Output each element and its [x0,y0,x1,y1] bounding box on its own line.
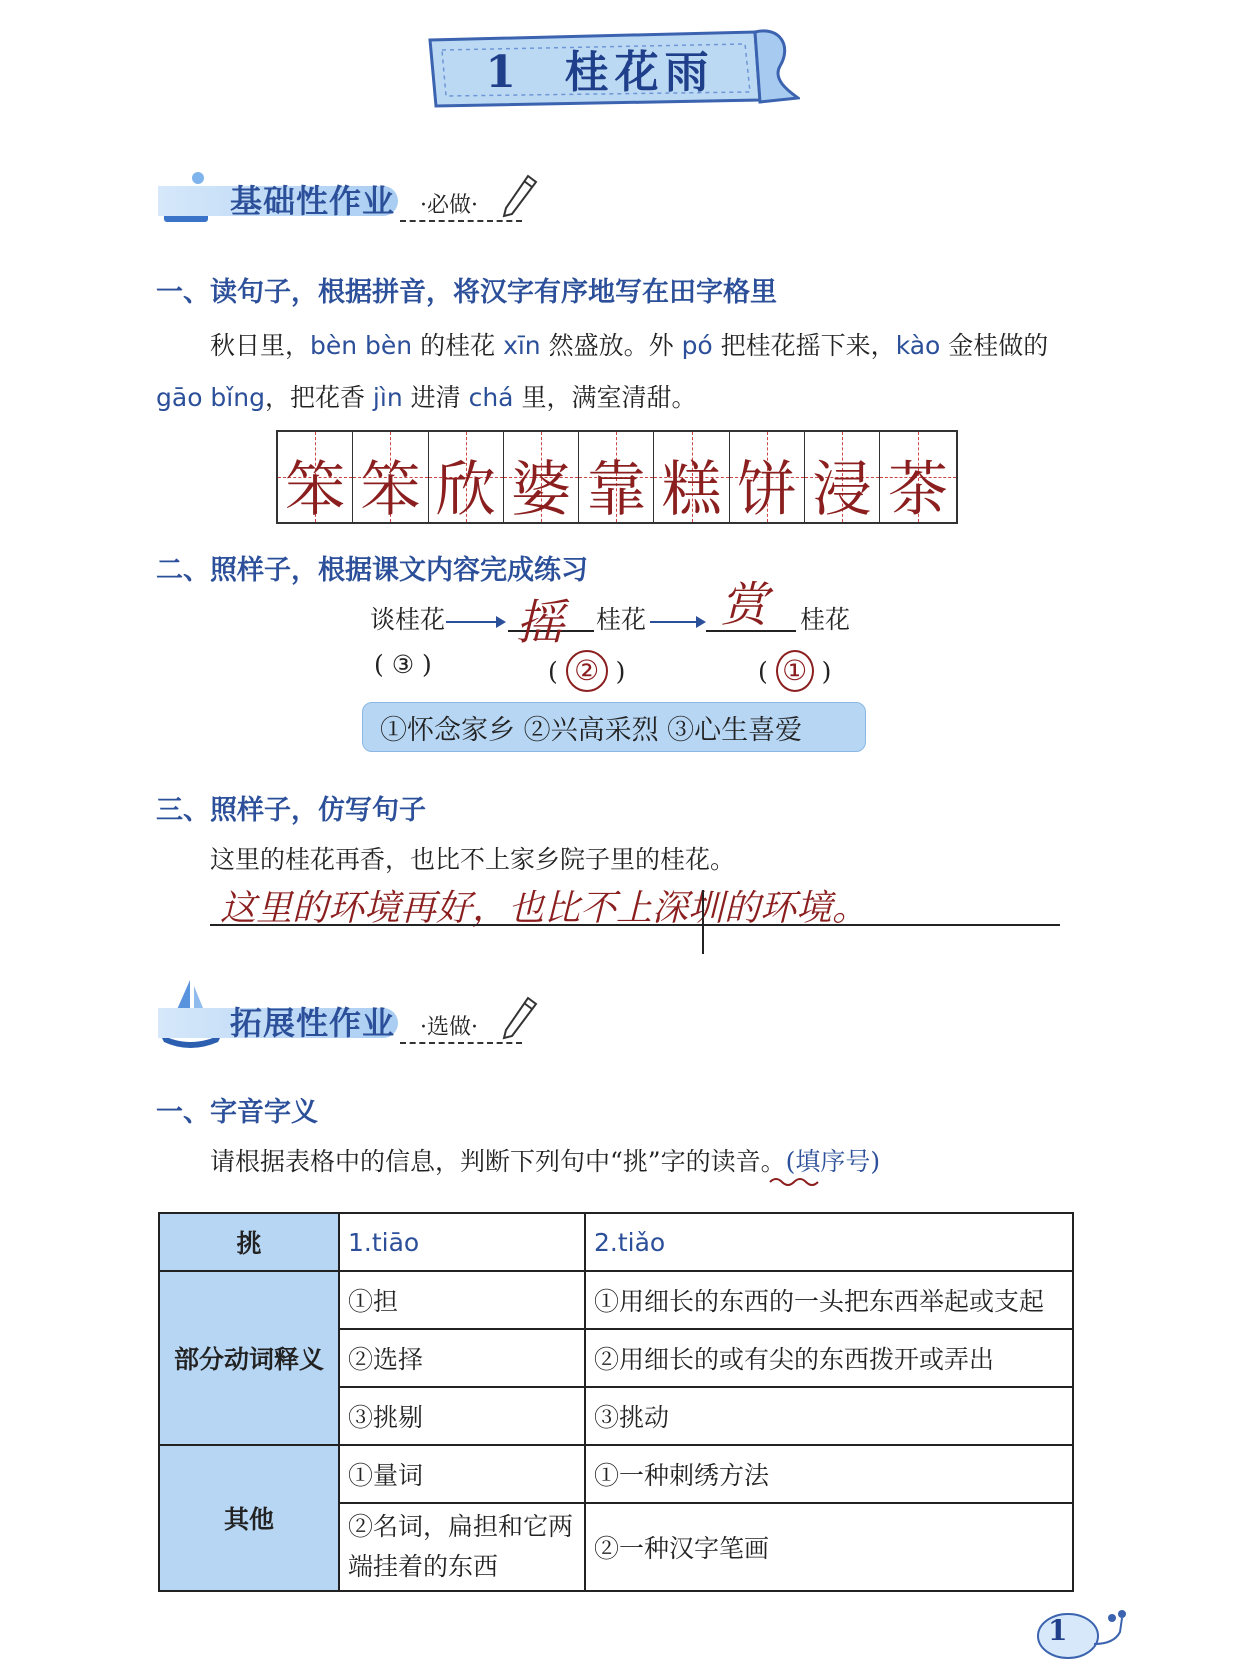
table-cell: ②名词，扁担和它两端挂着的东西 [339,1503,585,1591]
grid-cell[interactable]: 饼 [730,432,805,522]
page-title [420,36,780,100]
grid-cell[interactable]: 婆 [504,432,579,522]
q1-title: 一、读句子，根据拼音，将汉字有序地写在田字格里 [156,277,777,308]
tiao-meaning-table [158,1212,1074,1592]
table-header-tiao2: 2.tiǎo [585,1213,1073,1271]
grid-cell[interactable]: 浸 [805,432,880,522]
q2-answer1[interactable]: 摇 [516,595,565,651]
table-cell: ①量词 [339,1445,585,1503]
q2-mark2: ( ② ) [548,650,625,692]
table-cell: ①担 [339,1271,585,1329]
table-cell: ①一种刺绣方法 [585,1445,1073,1503]
grid-cell[interactable]: 糕 [654,432,729,522]
table-cell: ②用细长的或有尖的东西拨开或弄出 [585,1329,1073,1387]
table-cell: ③挑剔 [339,1387,585,1445]
grid-cell[interactable]: 笨 [353,432,428,522]
table-cell: ②一种汉字笔画 [585,1503,1073,1591]
q2-mark1: ( ③ ) [374,650,432,679]
q2-word2: 桂花 [596,605,647,634]
ext-q1-prompt: 请根据表格中的信息，判断下列句中“挑”字的读音。(填序号) [210,1147,881,1176]
extended-section-header [120,990,540,1050]
arrow-right-icon [446,612,506,632]
lesson-title: 桂花雨 [564,47,715,98]
table-cell: ②选择 [339,1329,585,1387]
table-header-char: 挑 [159,1213,339,1271]
q2-title: 二、照样子，根据课文内容完成练习 [156,555,588,586]
snail-icon [1030,1604,1130,1660]
table-cell: ③挑动 [585,1387,1073,1445]
grid-cell[interactable]: 欣 [429,432,504,522]
table-row [159,1445,1073,1503]
pencil-icon [500,994,540,1042]
arrow-right-icon [650,612,706,632]
pencil-icon [500,172,540,220]
extended-section-label: 拓展性作业 [230,1004,396,1042]
q3-example: 这里的桂花再香，也比不上家乡院子里的桂花。 [210,845,736,874]
q3-title: 三、照样子，仿写句子 [156,795,426,826]
basic-section-tag: ·必做· [420,193,478,218]
tianzige-grid [276,430,958,524]
q3-answer[interactable]: 这里的环境再好，也比不上深圳的环境。 [220,888,869,929]
q2-word1: 谈桂花 [370,605,446,634]
q2-word3: 桂花 [800,605,851,634]
q1-sentence-line2: gāo bǐng，把花香 jìn 进清 chá 里，满室清甜。 [156,383,697,412]
basic-section-header [120,168,540,228]
page-number: 1 [1048,1614,1068,1647]
grid-cell[interactable]: 靠 [579,432,654,522]
table-cell: ①用细长的东西的一头把东西举起或支起 [585,1271,1073,1329]
q1-sentence-line1: 秋日里，bèn bèn 的桂花 xīn 然盛放。外 pó 把桂花摇下来，kào 金桂做的 [210,331,1049,360]
q2-answer2[interactable]: 赏 [720,577,769,633]
table-group-other: 其他 [159,1445,339,1591]
q2-mark3: ( ① ) [758,650,831,692]
grid-cell[interactable]: 茶 [880,432,955,522]
table-row [159,1271,1073,1329]
table-row [159,1213,1073,1271]
basic-section-label: 基础性作业 [230,182,396,220]
choices-text: ①怀念家乡 ②兴高采烈 ③心生喜爱 [380,715,803,746]
lesson-number: 1 [485,47,522,98]
table-header-tiao1: 1.tiāo [339,1213,585,1271]
ext-q1-title: 一、字音字义 [156,1097,318,1128]
underline-mark [768,1174,820,1190]
table-group-verbs: 部分动词释义 [159,1271,339,1445]
grid-cell[interactable]: 笨 [278,432,353,522]
answer-line [210,924,1060,926]
margin-mark [702,890,704,954]
extended-section-tag: ·选做· [420,1015,478,1040]
